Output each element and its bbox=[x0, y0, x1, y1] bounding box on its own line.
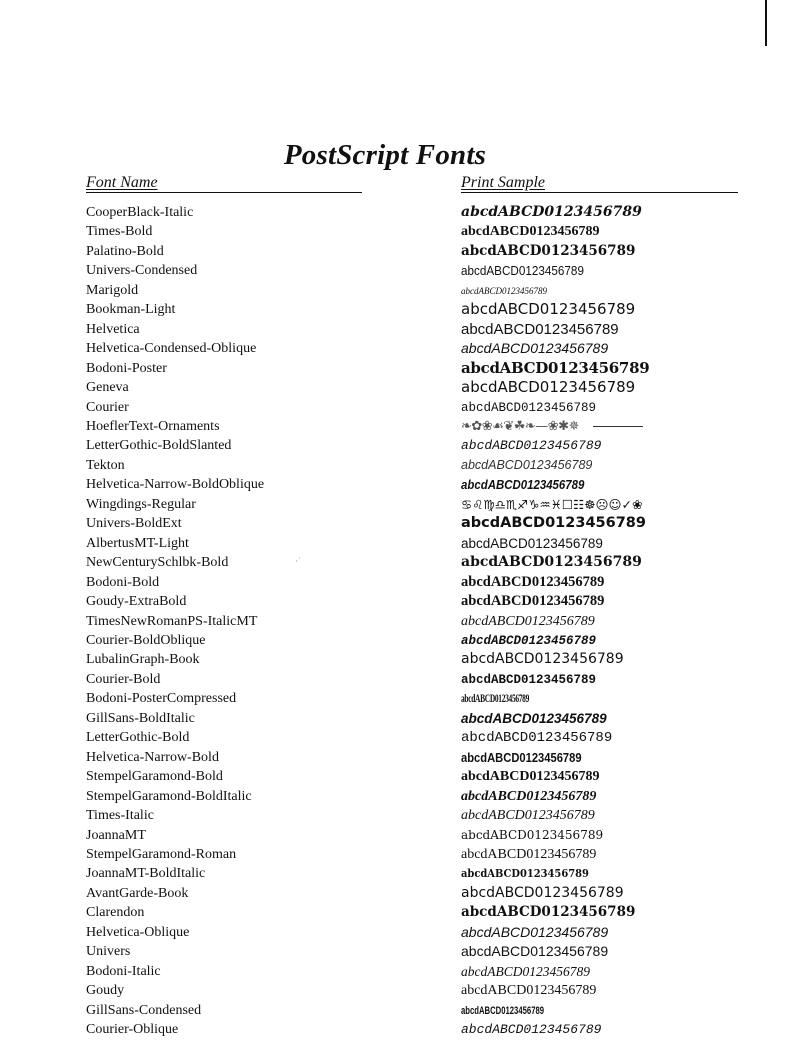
font-name: Courier bbox=[86, 399, 129, 415]
font-name: Helvetica-Narrow-BoldOblique bbox=[86, 477, 265, 493]
print-sample: abcdABCD0123456789 bbox=[461, 477, 585, 493]
font-name: GillSans-Condensed bbox=[86, 1002, 202, 1018]
print-sample: abcdABCD0123456789 bbox=[461, 593, 605, 610]
print-sample: abcdABCD0123456789 bbox=[461, 651, 624, 668]
print-sample: abcdABCD0123456789 bbox=[461, 808, 595, 824]
font-name: CooperBlack-Italic bbox=[86, 205, 194, 220]
font-name: Bodoni-Poster bbox=[86, 360, 167, 376]
font-name: Bodoni-PosterCompressed bbox=[86, 691, 237, 707]
font-name-header-rule bbox=[86, 192, 362, 193]
print-sample: abcdABCD0123456789 bbox=[461, 554, 642, 571]
print-sample: abcdABCD0123456789 bbox=[461, 846, 597, 862]
font-name: Goudy bbox=[86, 983, 125, 999]
print-sample: abcdABCD0123456789 bbox=[461, 400, 597, 415]
font-name: TimesNewRomanPS-ItalicMT bbox=[86, 613, 258, 629]
font-name: HoeflerText-Ornaments bbox=[86, 418, 220, 434]
font-name: Marigold bbox=[86, 282, 139, 298]
font-name: Palatino-Bold bbox=[86, 243, 164, 259]
print-sample: abcdABCD0123456789 bbox=[461, 867, 589, 881]
print-sample: abcdABCD0123456789 bbox=[461, 710, 607, 726]
font-name: Geneva bbox=[86, 380, 129, 396]
print-sample: abcdABCD0123456789 bbox=[461, 378, 636, 397]
font-name: Wingdings-Regular bbox=[86, 496, 196, 512]
page-edge-mark bbox=[765, 0, 767, 46]
font-name: Helvetica bbox=[86, 321, 140, 337]
print-sample: abcdABCD0123456789 bbox=[461, 788, 597, 804]
print-sample: abcdABCD0123456789 bbox=[461, 224, 600, 240]
font-name: Helvetica-Narrow-Bold bbox=[86, 749, 219, 765]
font-name: Univers-BoldExt bbox=[86, 516, 182, 532]
ornament-sample: ❧✿❀☙❦☘❧—❀✱✵ bbox=[461, 418, 579, 434]
print-sample-header-rule bbox=[461, 192, 738, 193]
font-name: LetterGothic-Bold bbox=[86, 730, 190, 746]
font-name: Clarendon bbox=[86, 905, 145, 921]
font-name: Courier-BoldOblique bbox=[86, 632, 206, 648]
font-name: Helvetica-Oblique bbox=[86, 924, 190, 940]
font-name: JoannaMT-BoldItalic bbox=[86, 866, 206, 882]
font-name: Bookman-Light bbox=[86, 302, 176, 318]
font-name: Helvetica-Condensed-Oblique bbox=[86, 341, 257, 357]
font-name: Univers-Condensed bbox=[86, 263, 198, 279]
print-sample: abcdABCD0123456789 bbox=[461, 983, 597, 999]
print-sample: abcdABCD0123456789 bbox=[461, 457, 593, 472]
print-sample: abcdABCD0123456789 bbox=[461, 320, 619, 338]
print-sample: abcdABCD0123456789 bbox=[461, 515, 646, 532]
font-name: Times-Italic bbox=[86, 808, 154, 824]
print-sample: abcdABCD0123456789 bbox=[461, 827, 604, 842]
page-title: PostScript Fonts bbox=[283, 139, 487, 172]
print-sample: abcdABCD0123456789 bbox=[461, 204, 642, 220]
print-sample: abcdABCD0123456789 bbox=[461, 263, 584, 279]
print-sample: abcdABCD0123456789 bbox=[461, 358, 650, 377]
print-sample-column-header: Print Sample bbox=[461, 174, 545, 191]
ornament-rule bbox=[593, 426, 643, 427]
print-sample: abcdABCD0123456789 bbox=[461, 300, 636, 319]
font-name-column-header: Font Name bbox=[86, 174, 158, 191]
font-name: StempelGaramond-BoldItalic bbox=[86, 788, 252, 804]
print-sample: abcdABCD0123456789 bbox=[461, 242, 636, 259]
print-sample: abcdABCD0123456789 bbox=[461, 1004, 545, 1017]
font-name: StempelGaramond-Bold bbox=[86, 769, 223, 785]
wingdings-sample: ♋♌♍♎♏♐♑♒♓☐☷☸☹☺✓❀ bbox=[461, 496, 643, 512]
print-sample: abcdABCD0123456789 bbox=[461, 633, 597, 648]
font-name: AlbertusMT-Light bbox=[86, 535, 189, 551]
font-name: Goudy-ExtraBold bbox=[86, 594, 187, 610]
print-sample-list bbox=[461, 203, 761, 1039]
font-name: StempelGaramond-Roman bbox=[86, 846, 237, 862]
font-name: LubalinGraph-Book bbox=[86, 652, 200, 668]
font-name: NewCenturySchlbk-Bold bbox=[86, 555, 229, 571]
print-sample: abcdABCD0123456789 bbox=[461, 749, 582, 765]
font-name-list bbox=[86, 203, 264, 1039]
print-sample: abcdABCD0123456789 bbox=[461, 943, 609, 960]
print-sample: abcdABCD0123456789 bbox=[461, 904, 636, 921]
print-sample: abcdABCD0123456789 bbox=[461, 730, 613, 747]
font-name: Bodoni-Italic bbox=[86, 963, 161, 979]
print-sample: abcdABCD0123456789 bbox=[461, 535, 603, 551]
font-name: Tekton bbox=[86, 457, 125, 473]
font-name: Courier-Bold bbox=[86, 671, 161, 687]
font-name: Times-Bold bbox=[86, 224, 153, 240]
print-sample: abcdABCD0123456789 bbox=[461, 672, 597, 687]
print-sample: abcdABCD0123456789 bbox=[461, 613, 595, 629]
font-name: GillSans-BoldItalic bbox=[86, 710, 195, 726]
font-name: Courier-Oblique bbox=[86, 1022, 179, 1038]
print-sample: abcdABCD0123456789 bbox=[461, 884, 624, 901]
print-sample: abcdABCD0123456789 bbox=[461, 963, 590, 979]
print-sample: abcdABCD0123456789 bbox=[461, 1022, 602, 1038]
print-sample: abcdABCD0123456789 bbox=[461, 769, 600, 785]
font-name: Bodoni-Bold bbox=[86, 574, 160, 590]
print-sample: abcdABCD0123456789 bbox=[461, 923, 609, 940]
print-sample: abcdABCD0123456789 bbox=[461, 285, 547, 296]
print-sample: abcdABCD0123456789 bbox=[461, 573, 605, 590]
print-sample: abcdABCD0123456789 bbox=[461, 691, 530, 706]
print-sample: abcdABCD0123456789 bbox=[461, 438, 602, 454]
font-name: JoannaMT bbox=[86, 827, 146, 843]
font-name: AvantGarde-Book bbox=[86, 885, 189, 901]
scan-speck: ·˙ bbox=[295, 556, 301, 566]
font-name: Univers bbox=[86, 944, 131, 960]
font-name: LetterGothic-BoldSlanted bbox=[86, 438, 232, 454]
print-sample: abcdABCD0123456789 bbox=[461, 340, 609, 357]
